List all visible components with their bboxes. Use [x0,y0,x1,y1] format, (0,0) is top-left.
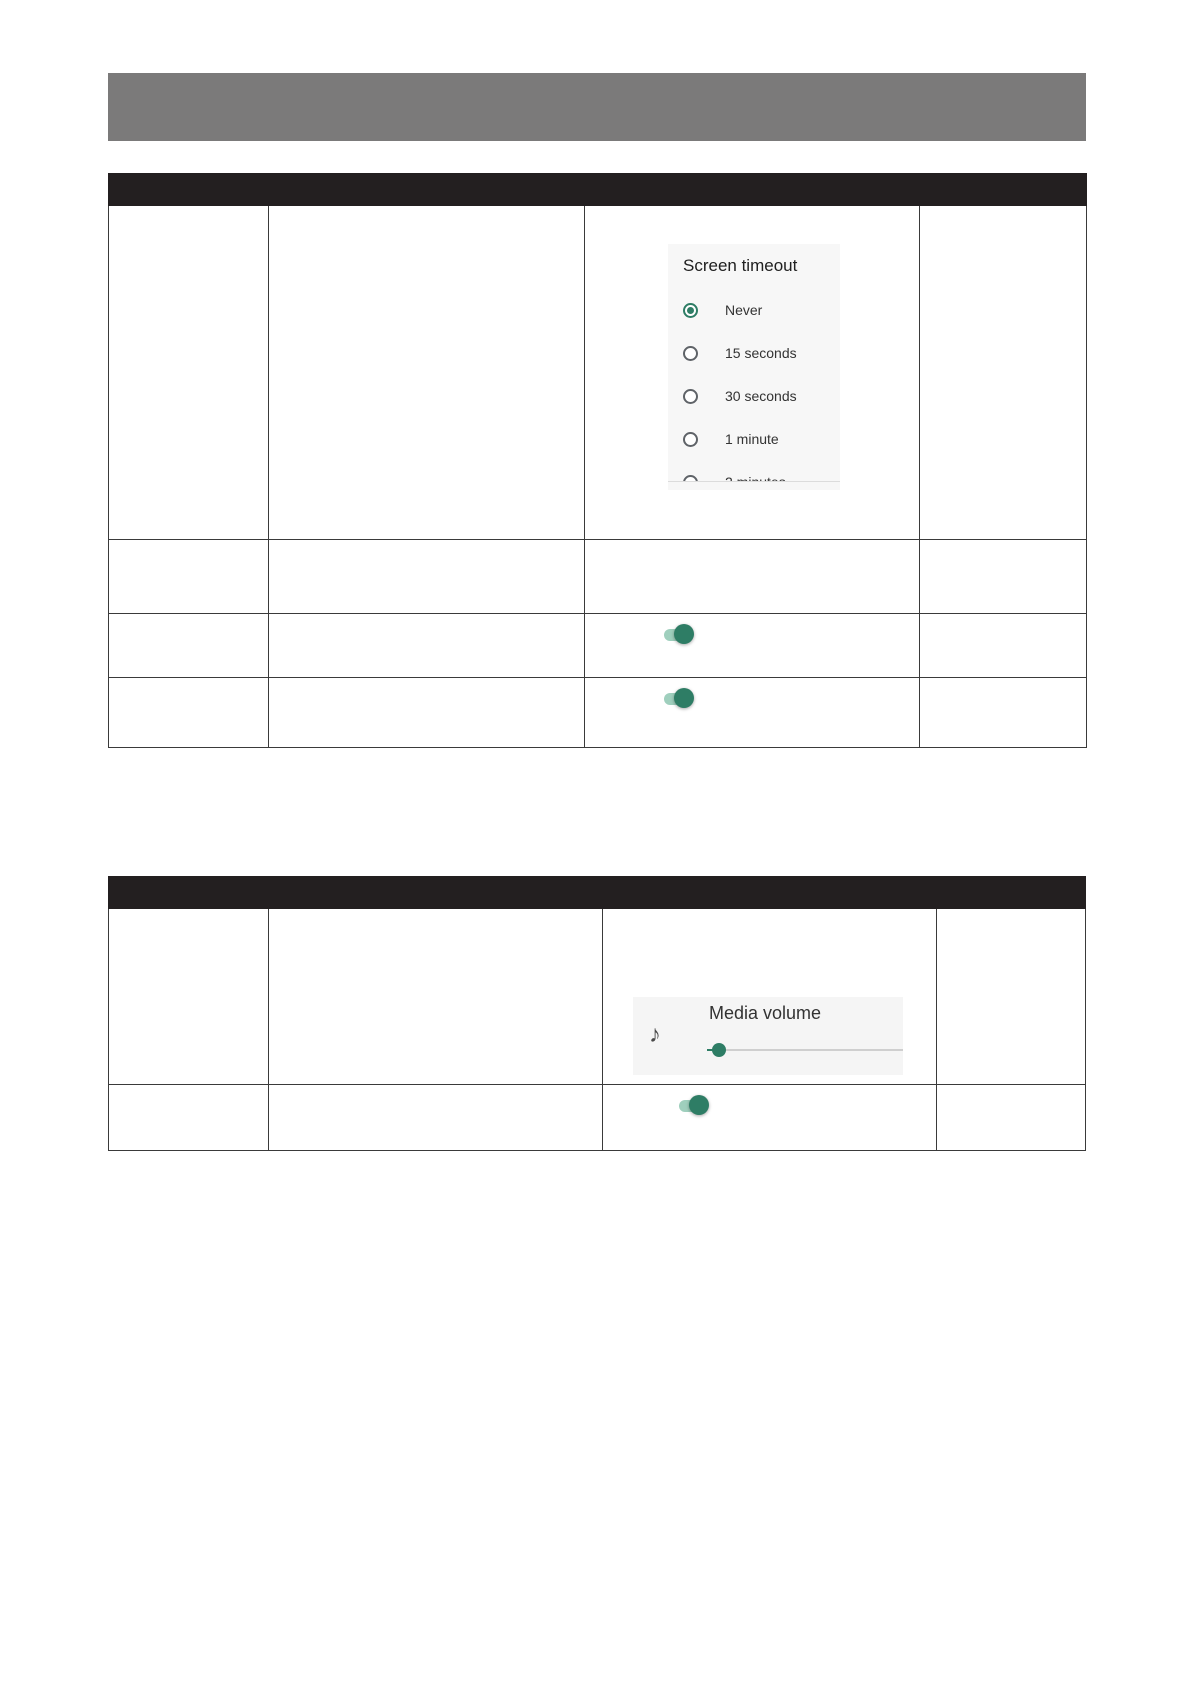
header-cell [269,174,585,206]
table-cell [603,909,937,1085]
toggle-switch-on[interactable] [662,622,702,648]
table-header-row [109,877,1086,909]
toggle-thumb[interactable] [674,688,694,708]
music-note-icon: ♪ [649,1021,661,1048]
radio-selected-icon[interactable] [683,303,698,318]
table-cell [109,540,269,614]
option-label: 15 seconds [725,345,797,361]
table-cell [269,678,585,748]
table-cell [269,540,585,614]
table-cell [585,206,920,540]
table-cell [109,1085,269,1151]
table-cell [920,206,1087,540]
volume-slider-thumb[interactable] [712,1043,726,1057]
table-header-row [109,174,1087,206]
table-row [109,1085,1086,1151]
table-cell [269,206,585,540]
screen-timeout-dialog [668,244,840,490]
table-row [109,540,1087,614]
table-cell [920,614,1087,678]
table-cell [937,909,1086,1085]
option-label: 1 minute [725,431,779,447]
media-volume-control [633,997,903,1075]
table-cell [603,1085,937,1151]
table-row [109,678,1087,748]
table-cell [585,678,920,748]
table-cell [109,614,269,678]
header-cell [603,877,937,909]
timeout-option-30s[interactable] [683,388,840,410]
toggle-switch-on[interactable] [662,686,702,712]
table-cell [937,1085,1086,1151]
dialog-title: Screen timeout [683,256,798,275]
header-cell [109,174,269,206]
radio-icon[interactable] [683,389,698,404]
scroll-fade [668,481,840,490]
timeout-option-15s[interactable] [683,345,840,367]
table-cell [920,540,1087,614]
toggle-thumb[interactable] [689,1095,709,1115]
table-cell [269,909,603,1085]
table-cell [109,206,269,540]
table-cell [269,1085,603,1151]
table-row [109,909,1086,1085]
table-cell [109,909,269,1085]
timeout-option-1min[interactable] [683,431,840,453]
table-cell [585,540,920,614]
table-row [109,206,1087,540]
radio-icon[interactable] [683,346,698,361]
volume-slider-track[interactable] [707,1049,903,1051]
table-cell [585,614,920,678]
toggle-switch-on[interactable] [677,1093,717,1119]
header-cell [269,877,603,909]
toggle-thumb[interactable] [674,624,694,644]
table-cell [920,678,1087,748]
display-settings-table [108,173,1087,748]
option-label: 30 seconds [725,388,797,404]
volume-title: Media volume [709,1003,822,1023]
table-cell [109,678,269,748]
header-cell [920,174,1087,206]
option-label: Never [725,302,763,318]
table-cell [269,614,585,678]
radio-icon[interactable] [683,432,698,447]
sound-settings-table [108,876,1086,1151]
header-cell [937,877,1086,909]
table-row [109,614,1087,678]
section-banner [108,73,1086,141]
header-cell [109,877,269,909]
header-cell [585,174,920,206]
timeout-option-never[interactable] [683,302,840,324]
